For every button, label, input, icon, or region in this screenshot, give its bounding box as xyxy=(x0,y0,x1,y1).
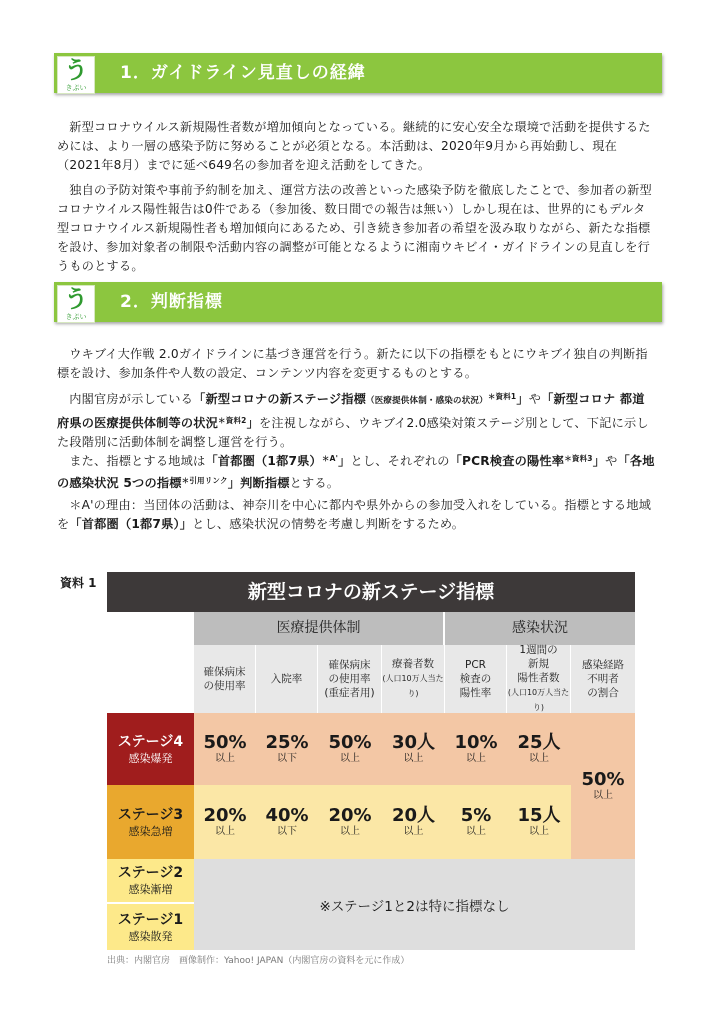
logo-sub: きぷい xyxy=(65,84,87,92)
header-line: PCR xyxy=(465,659,486,671)
cell-condition: 以上 xyxy=(340,753,360,764)
logo-char: う xyxy=(64,285,88,313)
stage2-label xyxy=(107,859,194,904)
text: を注視しながら、ウキブイ2.0感染対策ステージ別として、下記に示した段階別に活動体制を調整し運営を行う。 xyxy=(57,416,649,449)
header-corner xyxy=(107,612,194,713)
stage4-cell xyxy=(318,713,382,785)
reference-mark: ＊資料1 xyxy=(487,392,517,401)
table-title: 新型コロナの新ステージ指標 xyxy=(107,572,635,612)
text: ＊A'の理由：当団体の活動は、神奈川を中心に都内や県外からの参加受入れをしている。指標とする地域を xyxy=(57,498,652,531)
stage-sub: 感染漸増 xyxy=(128,883,173,896)
cell-value: 40% xyxy=(265,805,309,826)
column-header xyxy=(256,645,318,713)
stage4-label xyxy=(107,713,194,785)
header-subline: (人口10万人当たり) xyxy=(382,674,444,698)
merged-unknown-route-cell xyxy=(571,713,635,859)
bold-text: 「新型コロナの新ステージ指標 xyxy=(193,392,366,406)
header-line: 入院率 xyxy=(270,673,303,685)
stage-name: ステージ4 xyxy=(117,733,184,750)
header-line: 感染経路 xyxy=(582,659,624,671)
text: や xyxy=(528,392,542,406)
section1-paragraph-1: 新型コロナウイルス新規陽性者数が増加傾向となっている。継続的に安心安全な環境で活動を提供するためには、より一層の感染予防に努めることが必須となる。本活動は、2020年9月から再始動し、現在（2021年8月）までに延べ649名の参加者を迎え活動をしてきた。 xyxy=(57,120,651,172)
cell-condition: 以下 xyxy=(277,826,297,837)
shiryo-label: 資料 1 xyxy=(60,576,97,590)
ukibui-logo xyxy=(57,56,95,94)
bold-text: 」判断指標 xyxy=(227,476,290,490)
small-text: （医療提供体制・感染の状況） xyxy=(366,396,488,406)
bold-text: 「各地の感染状況 5つの指標 xyxy=(57,454,655,490)
cell-condition: 以上 xyxy=(466,826,486,837)
stage3-cell xyxy=(256,785,318,859)
cell-condition: 以上 xyxy=(215,826,235,837)
stage3-cell xyxy=(194,785,256,859)
stage4-cell xyxy=(507,713,571,785)
section-header-2 xyxy=(54,282,662,322)
reference-mark: ＊A' xyxy=(321,454,339,463)
column-header xyxy=(318,645,382,713)
stage4-cell xyxy=(194,713,256,785)
column-header xyxy=(194,645,256,713)
cell-condition: 以上 xyxy=(403,753,424,764)
header-subline: (人口10万人当たり) xyxy=(507,688,570,712)
text: とし、それぞれの xyxy=(350,454,450,468)
stage-indicator-table xyxy=(107,572,635,950)
cell-condition: 以上 xyxy=(340,826,360,837)
cell-value: 25% xyxy=(265,732,309,753)
cell-value: 50% xyxy=(581,769,625,790)
column-header xyxy=(571,645,635,713)
cell-value: 20人 xyxy=(391,805,436,826)
header-line: (重症者用) xyxy=(324,687,375,699)
header-line: 1週間の xyxy=(519,644,558,656)
note-text: ※ステージ1と2は特に指標なし xyxy=(319,898,510,915)
bold-text: 」 xyxy=(246,416,259,430)
cell-condition: 以上 xyxy=(529,826,549,837)
logo-sub: きぷい xyxy=(65,313,87,321)
header-line: 確保病床 xyxy=(328,659,371,671)
stage4-cell xyxy=(445,713,507,785)
stage-name: ステージ2 xyxy=(117,865,184,881)
text: とし、感染状況の情勢を考慮し判断をするため。 xyxy=(192,517,465,531)
reference-mark: ＊資料2 xyxy=(218,416,247,425)
cell-value: 20% xyxy=(203,805,247,826)
cell-condition: 以上 xyxy=(466,753,486,764)
bold-text: 「新型コロナ 都道府県の医療提供体制等の状況 xyxy=(57,392,645,430)
header-line: 陽性者数 xyxy=(517,672,560,684)
reference-mark: ＊引用リンク xyxy=(181,476,228,485)
ukibui-logo xyxy=(57,285,95,323)
section-header-1 xyxy=(54,53,662,93)
stage3-cell xyxy=(445,785,507,859)
cell-condition: 以上 xyxy=(593,790,613,801)
header-line: 陽性率 xyxy=(459,687,492,699)
header-line: 療養者数 xyxy=(392,658,434,670)
cell-condition: 以上 xyxy=(215,753,235,764)
logo-char: う xyxy=(64,56,88,84)
cell-value: 50% xyxy=(203,732,247,753)
bold-text: 」 xyxy=(592,454,606,468)
stage4-cell xyxy=(382,713,445,785)
cell-value: 50% xyxy=(328,732,372,753)
cell-value: 20% xyxy=(328,805,372,826)
bold-text: 「首都圏（1都7県）」 xyxy=(69,517,193,531)
column-header xyxy=(445,645,507,713)
stage3-label xyxy=(107,785,194,859)
group-header-medical: 医療提供体制 xyxy=(194,612,445,645)
stage3-cell xyxy=(382,785,445,859)
section2-paragraph-2 xyxy=(57,387,655,452)
section2-paragraph-4 xyxy=(57,496,655,534)
reference-mark: ＊資料3 xyxy=(564,454,593,463)
cell-value: 15人 xyxy=(517,805,561,826)
stage-name: ステージ1 xyxy=(117,911,184,928)
text: また、指標とする地域は xyxy=(69,454,206,468)
bold-text: 」 xyxy=(338,454,351,468)
stage-sub: 感染爆発 xyxy=(128,751,173,765)
section1-paragraph-2: 独自の予防対策や事前予約制を加え、運営方法の改善といった感染予防を徹底したことで、参加者の新型コロナウイルス陽性報告は0件である（参加後、数日間での報告は無い）しかし現在は、世界的にもデルタ型コロナウイルス新規陽性者も増加傾向にあるため、引き続き参加者の希望を汲み取りながら、新たな指標を設け、参加対象者の制限や活動内容の調整が可能となるように湘南ウキビイ・ガイドラインの見直しを行うものとする。 xyxy=(57,183,652,273)
cell-condition: 以下 xyxy=(277,753,297,764)
cell-value: 5% xyxy=(460,805,492,826)
stage3-cell xyxy=(507,785,571,859)
source-caption: 出典：内閣官房 画像制作：Yahoo! JAPAN（内閣官房の資料を元に作成） xyxy=(107,956,410,966)
header-line: 不明者 xyxy=(587,673,619,685)
section2-paragraph-3 xyxy=(57,449,655,493)
stage12-note xyxy=(194,859,635,950)
stage-sub: 感染急増 xyxy=(128,824,173,838)
header-line: 新規 xyxy=(528,658,549,670)
bold-text: 「首都圏（1都7県） xyxy=(205,454,322,468)
stage-sub: 感染散発 xyxy=(128,929,173,943)
stage4-cell xyxy=(256,713,318,785)
text: 内閣官房が示している xyxy=(69,392,194,406)
section-title-2: 2．判断指標 xyxy=(120,292,223,312)
bold-text: 「PCR検査の陽性率 xyxy=(449,454,565,468)
column-header xyxy=(507,645,571,713)
text: とする。 xyxy=(289,476,340,490)
bold-text: 」 xyxy=(516,392,529,406)
column-header xyxy=(382,645,445,713)
text: や xyxy=(605,454,618,468)
header-line: の使用率 xyxy=(203,680,246,692)
cell-condition: 以上 xyxy=(529,753,549,764)
stage3-cell xyxy=(318,785,382,859)
header-line: 検査の xyxy=(459,673,492,685)
header-line: の使用率 xyxy=(328,673,371,685)
stage1-label xyxy=(107,904,194,950)
cell-value: 30人 xyxy=(391,732,436,753)
section2-paragraph-1: ウキブイ大作戦 2.0ガイドラインに基づき運営を行う。新たに以下の指標をもとにウキブイ独自の判断指標を設け、参加条件や人数の設定、コンテンツ内容を変更するものとする。 xyxy=(57,347,648,380)
header-line: の割合 xyxy=(587,687,619,699)
header-line: 確保病床 xyxy=(203,666,246,678)
section-title-1: 1．ガイドライン見直しの経緯 xyxy=(120,63,366,83)
cell-value: 25人 xyxy=(517,732,561,753)
stage-name: ステージ3 xyxy=(117,806,184,823)
group-header-infection: 感染状況 xyxy=(445,612,635,645)
cell-condition: 以上 xyxy=(403,826,424,837)
cell-value: 10% xyxy=(454,732,498,753)
